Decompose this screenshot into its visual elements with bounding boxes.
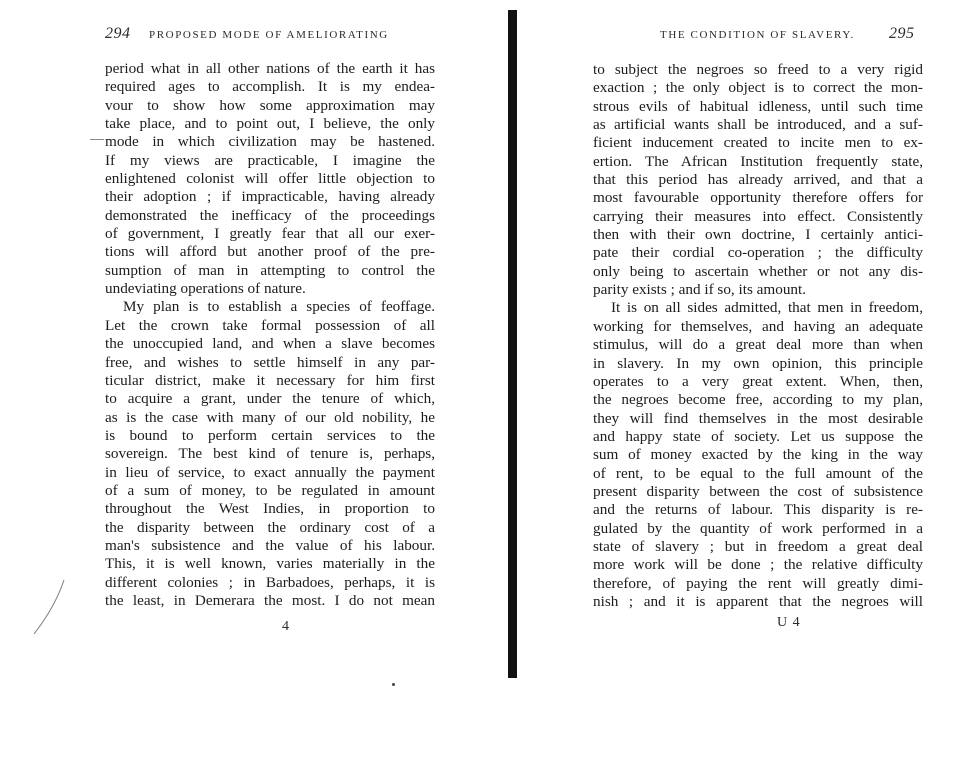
text-line: in slavery. In my own opinion, this principle [593, 354, 923, 372]
page-number-left: 294 [105, 25, 131, 42]
text-line: nish ; and it is apparent that the negroes will [593, 592, 923, 610]
text-line: strous evils of habitual idleness, until such time [593, 97, 923, 115]
text-line: undeviating operations of nature. [105, 280, 306, 298]
text-line: sumption of man in attempting to control the [105, 261, 435, 279]
pencil-stroke-mark [28, 578, 88, 638]
text-line: is bound to perform certain services to the [105, 426, 435, 444]
running-head-right: THE CONDITION OF SLAVERY. [660, 29, 855, 41]
text-line: parity exists ; and if so, its amount. [593, 281, 807, 299]
text-line: different colonies ; in Barbadoes, perhaps, it is [105, 573, 435, 591]
text-line: state of slavery ; but in freedom a great deal [593, 537, 923, 555]
text-line: as is the case with many of our old nobility, he [105, 408, 435, 426]
text-line: the unoccupied land, and when a slave becomes [105, 335, 435, 353]
text-line: to subject the negroes so freed to a very rigid [593, 61, 923, 78]
text-line: tions will afford but another proof of the pre- [105, 243, 435, 261]
text-line: It is on all sides admitted, that men in freedom, [611, 299, 923, 317]
text-line: Let the crown take formal possession of all [105, 316, 435, 334]
text-line: ticular district, make it necessary for him first [105, 371, 435, 389]
text-line: free, and wishes to settle himself in any par- [105, 353, 435, 371]
text-line: to acquire a grant, under the tenure of which, [105, 390, 435, 408]
text-line: therefore, of paying the rent will greatly dimi- [593, 574, 923, 592]
text-line: operates to a very great extent. When, then, [593, 372, 923, 390]
text-line: vour to show how some approximation may [105, 96, 435, 114]
text-line: exaction ; the only object is to correct the mon- [593, 79, 923, 97]
text-line: ficient inducement created to incite men to ex- [593, 134, 923, 152]
text-line: that this period has already arrived, and that a [593, 171, 923, 189]
text-line: then with their own doctrine, I certainly antici- [593, 226, 923, 244]
text-line: of a sum of money, to be regulated in amount [105, 481, 435, 499]
text-line: the disparity between the ordinary cost of a [105, 518, 435, 536]
text-line: This, it is well known, varies materially in the [105, 555, 435, 573]
text-line: gulated by the quantity of work performed in a [593, 519, 923, 537]
text-line: the least, in Demerara the most. I do not mean [105, 591, 435, 609]
text-line: mode in which civilization may be hastened. [105, 133, 435, 151]
text-line: in lieu of service, to exact annually the payment [105, 463, 435, 481]
text-line: pate their cordial co-operation ; the difficulty [593, 244, 923, 262]
text-line: enlightened colonist will offer little objection to [105, 170, 435, 188]
text-line: demonstrated the inefficacy of the proceedings [105, 206, 435, 224]
text-line: the negroes become free, according to my plan, [593, 391, 923, 409]
text-line: sum of money exacted by the king in the way [593, 446, 923, 464]
text-line: more work will be done ; the relative difficulty [593, 556, 923, 574]
text-line: their adoption ; if impracticable, having already [105, 188, 435, 206]
margin-mark [90, 139, 104, 140]
text-line: most favourable opportunity therefore offers for [593, 189, 923, 207]
text-line: If my views are practicable, I imagine the [105, 151, 435, 169]
text-line: period what in all other nations of the earth it has [105, 60, 435, 77]
text-line: take place, and to point out, I believe, the only [105, 115, 435, 133]
text-line: only being to ascertain whether or not any dis- [593, 262, 923, 280]
text-line: sovereign. The best kind of tenure is, perhaps, [105, 445, 435, 463]
text-line: and the returns of labour. This disparity is re- [593, 501, 923, 519]
text-line: throughout the West Indies, in proportion to [105, 500, 435, 518]
text-line: working for themselves, and having an adequate [593, 317, 923, 335]
text-line: and happy state of society. Let us suppose the [593, 427, 923, 445]
signature-mark-left: 4 [282, 619, 290, 634]
text-line: they will find themselves in the most desirable [593, 409, 923, 427]
text-line: carrying their measures into effect. Consistently [593, 207, 923, 225]
text-line: present disparity between the cost of subsistence [593, 482, 923, 500]
text-line: ertion. The African Institution frequently state, [593, 152, 923, 170]
page-number-right: 295 [889, 25, 915, 42]
text-line: of rent, to be equal to the full amount of the [593, 464, 923, 482]
text-line: as artificial wants shall be introduced, and a suf- [593, 116, 923, 134]
text-line: My plan is to establish a species of feoffage. [123, 298, 435, 316]
text-line: required ages to accomplish. It is my endea- [105, 78, 435, 96]
signature-mark-right: U 4 [777, 615, 801, 630]
right-page [515, 0, 980, 760]
running-head-left: PROPOSED MODE OF AMELIORATING [149, 29, 389, 41]
text-line: stimulus, will do a great deal more than when [593, 336, 923, 354]
right-page-body [593, 61, 923, 611]
text-line: man's subsistence and the value of his labour. [105, 536, 435, 554]
left-page-body [105, 60, 435, 610]
text-line: of government, I greatly fear that all our exer- [105, 225, 435, 243]
ink-speck [392, 683, 395, 686]
